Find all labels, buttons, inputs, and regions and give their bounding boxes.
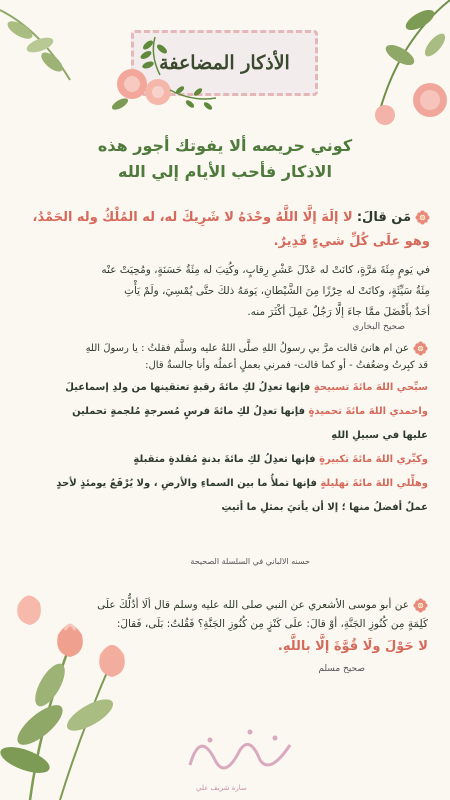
dhikr-text: لا إلَهَ إلَّا اللَّهُ وحْدَهُ لا شَرِيكَ له، له المُلْكُ وله الحَمْدُ، [32, 210, 353, 225]
takbir-text: وكبِّري اللهَ مائةَ تكبيرةٍ [319, 454, 428, 465]
dhikr-text: وهو علَى كُلِّ شيءٍ قَدِيرٌ. [273, 234, 430, 249]
hadith-line: مِئَةُ سَيِّئَةٍ، وكانَتْ له حِرْزًا مِنَ الشَّيْطانِ، يَومَهُ ذلكَ حتَّى يُمْسِيَ، ولَمْ يَأْتِ [124, 285, 430, 297]
flower-branch-icon [340, 0, 450, 130]
leaf-sprig-icon [168, 82, 218, 114]
hadith-line: عليها في سبيلِ اللهِ [331, 430, 428, 441]
flower-bullet-icon [413, 341, 428, 356]
hadith-section-2 [18, 340, 428, 520]
tulip-flowers-icon [0, 575, 150, 800]
subtitle-line: كوني حريصه ألا يفوتك أجور هذه [97, 136, 353, 155]
flower-bullet-icon [415, 210, 430, 225]
source-citation: صحيح البخاري [352, 322, 405, 332]
hadith-line: أحَدٌ بأَفْضَلَ ممَّا جاءَ إلَّا رَجُلٌ عَمِلَ أكْثَرَ منه. [247, 306, 430, 318]
hadith-line: كَلِمَةٍ مِن كُنُوزِ الجَنَّةِ، أوْ قالَ: علَى كَنْزٍ مِن كُنُوزِ الجَنَّةِ؟ فَقُلتُ: بَلَى، فَقالَ: [116, 618, 428, 630]
hadith-line: فإنها تعدِلُ لكِ مائةَ رقبةٍ تعتقينها من ولدِ إسماعيلَ [65, 382, 311, 393]
logo-subtext: سارة شريف علي [196, 784, 247, 792]
flower-bullet-icon [413, 598, 428, 613]
hadith-line: فإنها تعدِلُ لكِ مائةَ فرسٍ مُسرجةٍ مُلجمةٍ تحملين [72, 406, 306, 417]
hadith-line: عن أبو موسى الأشعري عن النبي صلى الله عليه وسلم قال ألَا أدُلُّكَ علَى [97, 599, 409, 611]
lead-text: مَن قالَ: [356, 210, 411, 225]
tahlil-text: وهلِّلي اللهَ مائةَ تهليلةٍ [320, 478, 428, 489]
tahmid-text: واحمدي اللهَ مائةَ تحميدةٍ [308, 406, 428, 417]
hadith-line: في يَومٍ مِئَةَ مَرَّةٍ، كانَتْ له عَدْلَ عَشْرِ رِقابٍ، وكُتِبَ له مِئَةُ حَسَنَةٍ، ومُحِيَتْ عنْه [101, 264, 430, 276]
subtitle-line: الاذكار فأحب الأيام إلي الله [118, 162, 332, 181]
dhikr-text: لا حَوْلَ ولَا قُوَّةَ إلَّا باللَّهِ. [277, 639, 428, 654]
hadith-line: عن ام هانئ قالت مرَّ بي رسولُ اللهِ صلَّى اللهُ عليه وسلَّم فقلتُ : يا رسولَ اللهِ [85, 343, 409, 354]
hadith-line: عملٌ أفضلُ منها ؛ إلا أن يأتيَ بمثلِ ما أتيتِ [221, 502, 428, 513]
subtitle [40, 133, 410, 185]
hadith-line: فإنها تعدِلُ لكِ مائةَ بدنةٍ مُقلدةٍ متقبلةٍ [133, 454, 316, 465]
brand-logo [180, 720, 300, 790]
source-citation: صحيح مسلم [318, 664, 365, 674]
leaf-sprig-icon [0, 0, 90, 90]
hadith-section-1 [15, 206, 430, 323]
hadith-line: قد كبِرتُ وضعُفتُ - أو كما قالت- فمرني بعملٍ أعملُه وأنا جالسةٌ قال: [145, 360, 428, 371]
tasbih-text: سبِّحي اللهَ مائةَ تسبيحةٍ [313, 382, 428, 393]
hadith-line: فإنها تملأُ ما بين السماءِ والأرضِ ، ولا يُرْفَعُ يومئذٍ لأحدٍ [56, 478, 317, 489]
source-citation: حسنه الالباني في السلسلة الصحيحة [190, 557, 310, 566]
page-title: الأذكار المضاعفة [159, 52, 290, 74]
